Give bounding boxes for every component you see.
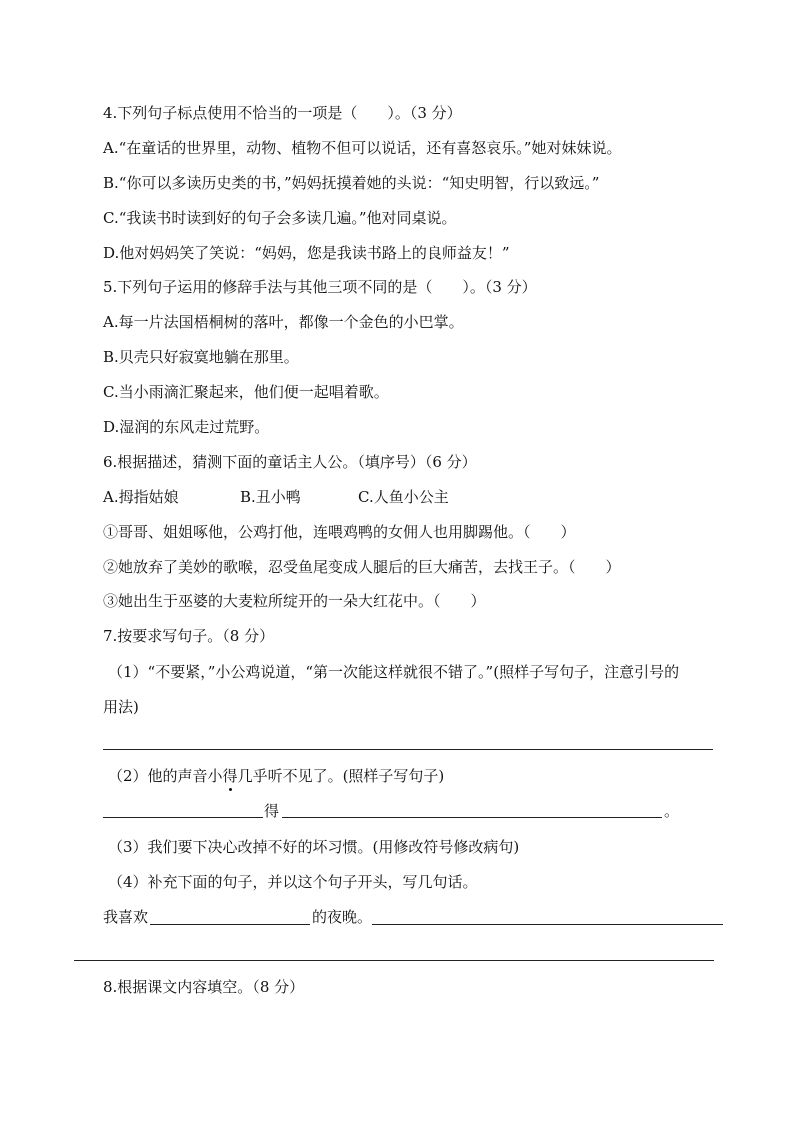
q6-sentence-1: ①哥哥、姐姐啄他，公鸡打他，连喂鸡鸭的女佣人也用脚踢他。（ ） — [103, 523, 576, 541]
q7-part2-mid: 得 — [264, 802, 280, 820]
q4-option-c: C.“我读书时读到好的句子会多读几遍。”他对同桌说。 — [103, 209, 457, 227]
q7-part1-line2: 用法) — [103, 698, 139, 716]
q7-part4: （4）补充下面的句子，并以这个句子开头，写几句话。 — [108, 873, 478, 891]
q5-option-b: B.贝壳只好寂寞地躺在那里。 — [103, 348, 299, 366]
q5-option-d: D.湿润的东风走过荒野。 — [103, 418, 270, 436]
emphasis-dot-char: 得 — [222, 767, 238, 785]
q7-part2 — [108, 766, 444, 786]
q7-part2-after: 几乎听不见了。(照样子写句子) — [237, 767, 445, 785]
q8-stem: 8.根据课文内容填空。（8 分） — [103, 978, 305, 996]
q5-stem: 5.下列句子运用的修辞手法与其他三项不同的是（ ）。（3 分） — [103, 278, 537, 296]
q5-option-c: C.当小雨滴汇聚起来，他们便一起唱着歌。 — [103, 383, 389, 401]
answer-blank-1 — [103, 817, 263, 818]
answer-blank-3 — [150, 924, 310, 925]
q7-part3: （3）我们要下决心改掉不好的坏习惯。(用修改符号修改病句) — [108, 838, 520, 856]
q5-option-a: A.每一片法国梧桐树的落叶，都像一个金色的小巴掌。 — [103, 313, 464, 331]
q7-part4-start: 我喜欢 — [103, 908, 149, 926]
q6-sentence-3: ③她出生于巫婆的大麦粒所绽开的一朵大红花中。（ ） — [103, 592, 486, 610]
answer-line-2 — [74, 960, 714, 961]
answer-blank-2 — [282, 817, 662, 818]
q6-stem: 6.根据描述，猜测下面的童话主人公。（填序号）（6 分） — [103, 453, 477, 471]
q4-stem: 4.下列句子标点使用不恰当的一项是（ ）。（3 分） — [103, 104, 462, 122]
q7-part4-mid: 的夜晚。 — [312, 908, 373, 926]
answer-line-1 — [103, 749, 713, 750]
q7-part2-end: 。 — [664, 802, 680, 820]
q6-choice-c: C.人鱼小公主 — [358, 488, 449, 506]
q6-sentence-2: ②她放弃了美妙的歌喉，忍受鱼尾变成人腿后的巨大痛苦，去找王子。（ ） — [103, 558, 621, 576]
answer-blank-4 — [372, 924, 723, 925]
q4-option-a: A.“在童话的世界里，动物、植物不但可以说话，还有喜怒哀乐。”她对妹妹说。 — [103, 139, 622, 157]
q6-choice-b: B.丑小鸭 — [240, 488, 301, 506]
q4-option-d: D.他对妈妈笑了笑说：“妈妈，您是我读书路上的良师益友！” — [103, 244, 510, 262]
q7-stem: 7.按要求写句子。（8 分） — [103, 627, 275, 645]
q7-part1-line1: （1）“不要紧，”小公鸡说道，“第一次能这样就很不错了。”(照样子写句子，注意引号的 — [108, 663, 680, 681]
q7-part2-before: （2）他的声音小 — [108, 767, 223, 785]
q4-option-b: B.“你可以多读历史类的书，”妈妈抚摸着她的头说：“知史明智，行以致远。” — [103, 174, 600, 192]
q6-choice-a: A.拇指姑娘 — [103, 488, 179, 506]
